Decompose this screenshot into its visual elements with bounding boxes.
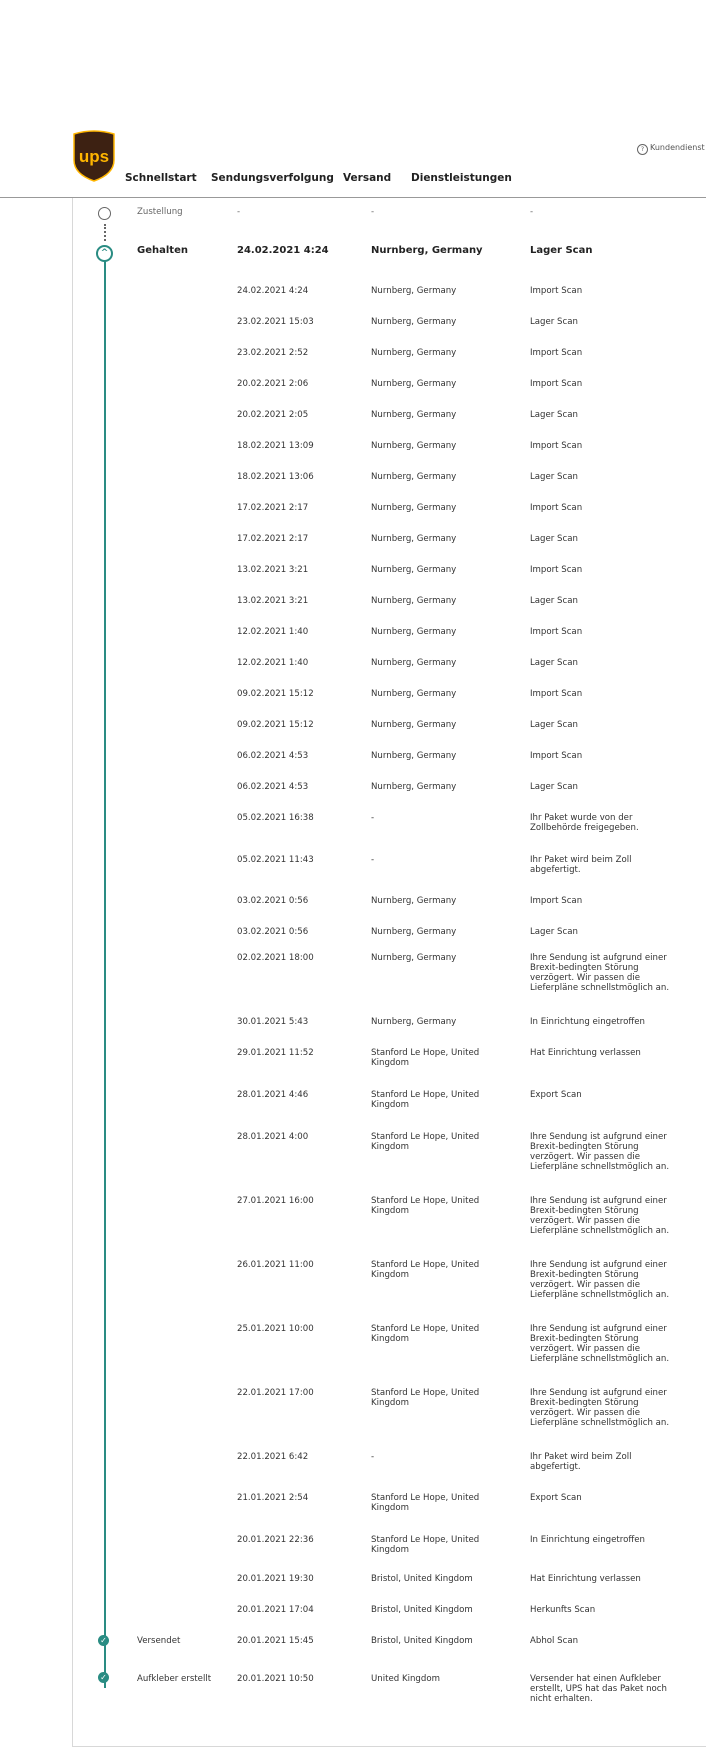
milestone-status: Versendet — [137, 1636, 181, 1646]
nav-dienstleistungen[interactable]: Dienstleistungen — [411, 172, 512, 184]
event-location: Stanford Le Hope, United Kingdom — [371, 1388, 480, 1408]
milestone-status: Aufkleber erstellt — [137, 1674, 212, 1684]
event-location: Nurnberg, Germany — [371, 410, 457, 420]
event-activity: Export Scan — [530, 1090, 582, 1100]
event-activity: Herkunfts Scan — [530, 1605, 596, 1615]
event-activity: Lager Scan — [530, 596, 578, 606]
event-date: 20.01.2021 19:30 — [237, 1574, 314, 1584]
event-activity: Lager Scan — [530, 317, 578, 327]
event-location: Nurnberg, Germany — [371, 379, 457, 389]
event-location: - — [371, 1452, 375, 1462]
event-date: 13.02.2021 3:21 — [237, 596, 309, 606]
event-activity: Lager Scan — [530, 534, 578, 544]
event-date: 13.02.2021 3:21 — [237, 565, 309, 575]
event-activity: Lager Scan — [530, 782, 578, 792]
nav-sendungsverfolgung[interactable]: Sendungsverfolgung — [211, 172, 334, 184]
event-date: 21.01.2021 2:54 — [237, 1493, 309, 1503]
event-date: 22.01.2021 17:00 — [237, 1388, 314, 1398]
event-date: 03.02.2021 0:56 — [237, 927, 309, 937]
event-date: 24.02.2021 4:24 — [237, 286, 309, 296]
ups-logo[interactable] — [72, 130, 116, 182]
event-location: Stanford Le Hope, United Kingdom — [371, 1535, 480, 1555]
event-date: 06.02.2021 4:53 — [237, 782, 309, 792]
event-location: Nurnberg, Germany — [371, 472, 457, 482]
event-location: Stanford Le Hope, United Kingdom — [371, 1048, 480, 1068]
event-date: 06.02.2021 4:53 — [237, 751, 309, 761]
milestone-date: 24.02.2021 4:24 — [237, 245, 329, 256]
event-activity: Ihre Sendung ist aufgrund einer Brexit-bedingten Störung verzögert. Wir passen die Lieferpläne schnellstmöglich an. — [530, 1132, 670, 1172]
event-date: 27.01.2021 16:00 — [237, 1196, 314, 1206]
event-date: 20.01.2021 17:04 — [237, 1605, 314, 1615]
event-date: 02.02.2021 18:00 — [237, 953, 314, 963]
event-location: Nurnberg, Germany — [371, 317, 457, 327]
event-activity: Ihre Sendung ist aufgrund einer Brexit-bedingten Störung verzögert. Wir passen die Lieferpläne schnellstmöglich an. — [530, 1260, 670, 1300]
chevron-up-icon[interactable]: ^ — [96, 245, 113, 262]
event-date: 29.01.2021 11:52 — [237, 1048, 314, 1058]
event-date: 26.01.2021 11:00 — [237, 1260, 314, 1270]
event-location: Stanford Le Hope, United Kingdom — [371, 1324, 480, 1344]
check-icon: ✓ — [98, 1635, 109, 1646]
event-activity: Hat Einrichtung verlassen — [530, 1574, 641, 1584]
event-date: 12.02.2021 1:40 — [237, 658, 309, 668]
event-activity: Import Scan — [530, 627, 583, 637]
event-date: 28.01.2021 4:00 — [237, 1132, 309, 1142]
event-activity: Import Scan — [530, 896, 583, 906]
event-activity: Ihre Sendung ist aufgrund einer Brexit-bedingten Störung verzögert. Wir passen die Lieferpläne schnellstmöglich an. — [530, 1196, 670, 1236]
logo-text: ups — [78, 147, 110, 166]
event-activity: In Einrichtung eingetroffen — [530, 1535, 646, 1545]
help-icon: ? — [637, 144, 648, 155]
milestone-date: - — [237, 207, 241, 217]
event-location: Nurnberg, Germany — [371, 503, 457, 513]
event-date: 05.02.2021 11:43 — [237, 855, 314, 865]
event-activity: Import Scan — [530, 689, 583, 699]
event-activity: Lager Scan — [530, 410, 578, 420]
event-activity: Import Scan — [530, 751, 583, 761]
event-activity: Ihre Sendung ist aufgrund einer Brexit-bedingten Störung verzögert. Wir passen die Lieferpläne schnellstmöglich an. — [530, 1324, 670, 1364]
event-activity: Import Scan — [530, 348, 583, 358]
event-location: Bristol, United Kingdom — [371, 1605, 473, 1615]
event-location: Nurnberg, Germany — [371, 782, 457, 792]
event-location: Nurnberg, Germany — [371, 596, 457, 606]
event-activity: Import Scan — [530, 379, 583, 389]
event-date: 20.01.2021 22:36 — [237, 1535, 314, 1545]
event-location: Nurnberg, Germany — [371, 286, 457, 296]
event-date: 18.02.2021 13:06 — [237, 472, 314, 482]
event-activity: Lager Scan — [530, 472, 578, 482]
milestone-date: 20.01.2021 10:50 — [237, 1674, 314, 1684]
event-location: Nurnberg, Germany — [371, 927, 457, 937]
event-location: Nurnberg, Germany — [371, 689, 457, 699]
event-date: 20.02.2021 2:05 — [237, 410, 309, 420]
event-location: Stanford Le Hope, United Kingdom — [371, 1090, 480, 1110]
event-activity: Export Scan — [530, 1493, 582, 1503]
event-activity: Lager Scan — [530, 658, 578, 668]
event-date: 05.02.2021 16:38 — [237, 813, 314, 823]
event-location: Stanford Le Hope, United Kingdom — [371, 1260, 480, 1280]
milestone-status: Gehalten — [137, 245, 188, 256]
event-location: Nurnberg, Germany — [371, 658, 457, 668]
event-location: Nurnberg, Germany — [371, 441, 457, 451]
milestone-activity: Versender hat einen Aufkleber erstellt, UPS hat das Paket noch nicht erhalten. — [530, 1674, 667, 1704]
event-date: 22.01.2021 6:42 — [237, 1452, 309, 1462]
event-location: Nurnberg, Germany — [371, 565, 457, 575]
event-location: - — [371, 813, 375, 823]
timeline-line — [104, 260, 106, 1688]
event-date: 30.01.2021 5:43 — [237, 1017, 309, 1027]
milestone-location: Nurnberg, Germany — [371, 245, 483, 256]
event-activity: Ihre Sendung ist aufgrund einer Brexit-bedingten Störung verzögert. Wir passen die Lieferpläne schnellstmöglich an. — [530, 1388, 670, 1428]
nav-versand[interactable]: Versand — [343, 172, 392, 184]
milestone-activity: Lager Scan — [530, 245, 593, 256]
event-location: Nurnberg, Germany — [371, 720, 457, 730]
event-date: 25.01.2021 10:00 — [237, 1324, 314, 1334]
event-activity: Ihr Paket wurde von der Zollbehörde freigegeben. — [530, 813, 639, 833]
milestone-activity: Abhol Scan — [530, 1636, 579, 1646]
event-date: 20.02.2021 2:06 — [237, 379, 309, 389]
event-location: Bristol, United Kingdom — [371, 1574, 473, 1584]
event-location: Nurnberg, Germany — [371, 627, 457, 637]
event-location: Stanford Le Hope, United Kingdom — [371, 1132, 480, 1152]
timeline-dotted-line — [104, 224, 106, 241]
event-location: Nurnberg, Germany — [371, 896, 457, 906]
event-activity: Import Scan — [530, 286, 583, 296]
event-date: 28.01.2021 4:46 — [237, 1090, 309, 1100]
event-activity: Ihr Paket wird beim Zoll abgefertigt. — [530, 855, 632, 875]
event-location: Nurnberg, Germany — [371, 534, 457, 544]
event-activity: Import Scan — [530, 503, 583, 513]
event-location: Nurnberg, Germany — [371, 348, 457, 358]
timeline-node-pending — [98, 207, 111, 220]
milestone-date: 20.01.2021 15:45 — [237, 1636, 314, 1646]
milestone-location: - — [371, 207, 375, 217]
event-location: Nurnberg, Germany — [371, 953, 457, 963]
event-activity: Lager Scan — [530, 720, 578, 730]
event-activity: Import Scan — [530, 565, 583, 575]
event-date: 12.02.2021 1:40 — [237, 627, 309, 637]
customer-service-label: Kundendienst — [650, 143, 705, 152]
nav-schnellstart[interactable]: Schnellstart — [125, 172, 197, 184]
milestone-location: United Kingdom — [371, 1674, 440, 1684]
event-activity: Ihre Sendung ist aufgrund einer Brexit-bedingten Störung verzögert. Wir passen die Lieferpläne schnellstmöglich an. — [530, 953, 670, 993]
event-location: Nurnberg, Germany — [371, 751, 457, 761]
event-location: - — [371, 855, 375, 865]
event-activity: Ihr Paket wird beim Zoll abgefertigt. — [530, 1452, 632, 1472]
event-date: 23.02.2021 2:52 — [237, 348, 309, 358]
event-date: 09.02.2021 15:12 — [237, 689, 314, 699]
event-location: Nurnberg, Germany — [371, 1017, 457, 1027]
event-date: 17.02.2021 2:17 — [237, 534, 309, 544]
check-icon: ✓ — [98, 1672, 109, 1683]
milestone-activity: - — [530, 207, 534, 217]
customer-service-link[interactable] — [637, 143, 705, 155]
event-activity: Lager Scan — [530, 927, 578, 937]
event-date: 03.02.2021 0:56 — [237, 896, 309, 906]
milestone-status: Zustellung — [137, 207, 183, 217]
event-activity: Import Scan — [530, 441, 583, 451]
event-date: 18.02.2021 13:09 — [237, 441, 314, 451]
event-activity: Hat Einrichtung verlassen — [530, 1048, 641, 1058]
event-date: 17.02.2021 2:17 — [237, 503, 309, 513]
event-date: 09.02.2021 15:12 — [237, 720, 314, 730]
event-location: Stanford Le Hope, United Kingdom — [371, 1493, 480, 1513]
milestone-location: Bristol, United Kingdom — [371, 1636, 473, 1646]
event-location: Stanford Le Hope, United Kingdom — [371, 1196, 480, 1216]
event-date: 23.02.2021 15:03 — [237, 317, 314, 327]
event-activity: In Einrichtung eingetroffen — [530, 1017, 646, 1027]
